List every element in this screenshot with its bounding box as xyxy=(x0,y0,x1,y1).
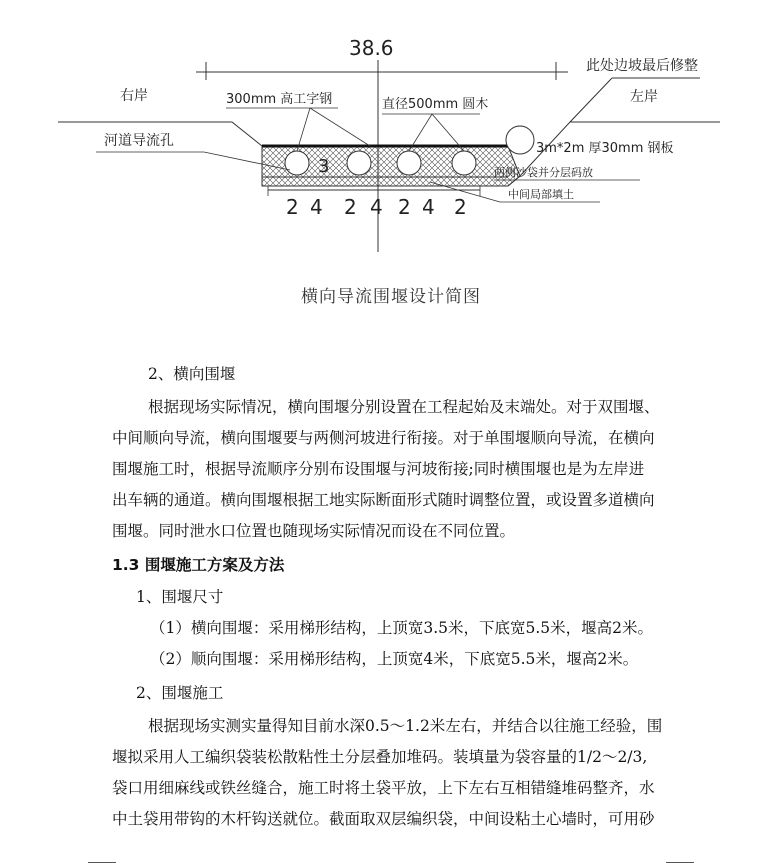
cofferdam-diagram xyxy=(0,0,782,320)
subsection-1-title: 1、围堰尺寸 xyxy=(136,588,224,606)
slope-note-label: 此处边坡最后修整 xyxy=(586,58,698,74)
steel-plate-marker xyxy=(506,126,534,154)
diagram-caption: 横向导流围堰设计简图 xyxy=(301,287,481,307)
left-bank-label: 左岸 xyxy=(630,89,658,105)
right-bank-line xyxy=(58,122,262,186)
list-item: （2）顺向围堰：采用梯形结构，上顶宽4米，下底宽5.5米，堰高2米。 xyxy=(150,650,639,668)
dimension-value: 4 xyxy=(422,195,435,219)
sandbag-label: 两侧沙袋并分层码放 xyxy=(494,166,593,179)
pipe-label: 直径500mm 圆木 xyxy=(382,97,489,112)
pipe-circle xyxy=(285,151,309,175)
dimension-value: 2 xyxy=(454,195,467,219)
width-dimension-label: 38.6 xyxy=(349,36,394,60)
body-line: 堰拟采用人工编织袋装松散粘性土分层叠加堆码。装填量为袋容量的1/2～2/3, xyxy=(112,748,648,766)
body-line: 袋口用细麻线或铁丝缝合，施工时将土袋平放，上下左右互相错缝堆码整齐，水 xyxy=(112,779,655,797)
dimension-value: 2 xyxy=(286,195,299,219)
body-line: 围堰施工时，根据导流顺序分别布设围堰与河坡衔接;同时横围堰也是为左岸进 xyxy=(112,460,645,478)
steel-plate-label: 3m*2m 厚30mm 钢板 xyxy=(536,141,674,156)
culvert-label: 河道导流孔 xyxy=(104,133,174,149)
body-line: 出车辆的通道。横向围堰根据工地实际断面形式随时调整位置，或设置多道横向 xyxy=(112,491,655,509)
section-1-3-heading: 1.3 围堰施工方案及方法 xyxy=(112,556,285,574)
dimension-value: 2 xyxy=(344,195,357,219)
center-mark-label: 3 xyxy=(318,156,330,177)
section-2-title: 2、横向围堰 xyxy=(148,365,236,383)
body-line: 根据现场实测实量得知目前水深0.5～1.2米左右，并结合以往施工经验，围 xyxy=(148,717,663,735)
body-line: 中间顺向导流，横向围堰要与两侧河坡进行衔接。对于单围堰顺向导流，在横向 xyxy=(112,429,655,447)
pipe-circle xyxy=(397,151,421,175)
right-bank-label: 右岸 xyxy=(120,88,148,104)
body-line: 中土袋用带钩的木杆钩送就位。截面取双层编织袋，中间设粘土心墙时，可用砂 xyxy=(112,810,655,828)
list-item: （1）横向围堰：采用梯形结构，上顶宽3.5米，下底宽5.5米，堰高2米。 xyxy=(150,619,654,637)
dimension-value: 4 xyxy=(370,195,383,219)
beam-label: 300mm 高工字钢 xyxy=(226,92,333,107)
body-line: 根据现场实际情况，横向围堰分别设置在工程起始及末端处。对于双围堰、 xyxy=(148,398,660,416)
subsection-2-title: 2、围堰施工 xyxy=(136,684,224,702)
pipe-circle xyxy=(347,151,371,175)
pipe-circle xyxy=(452,151,476,175)
clay-label: 中间局部填土 xyxy=(508,188,574,201)
body-line: 围堰。同时泄水口位置也随现场实际情况而设在不同位置。 xyxy=(112,522,516,540)
dimension-value: 2 xyxy=(398,195,411,219)
dimension-value: 4 xyxy=(310,195,323,219)
